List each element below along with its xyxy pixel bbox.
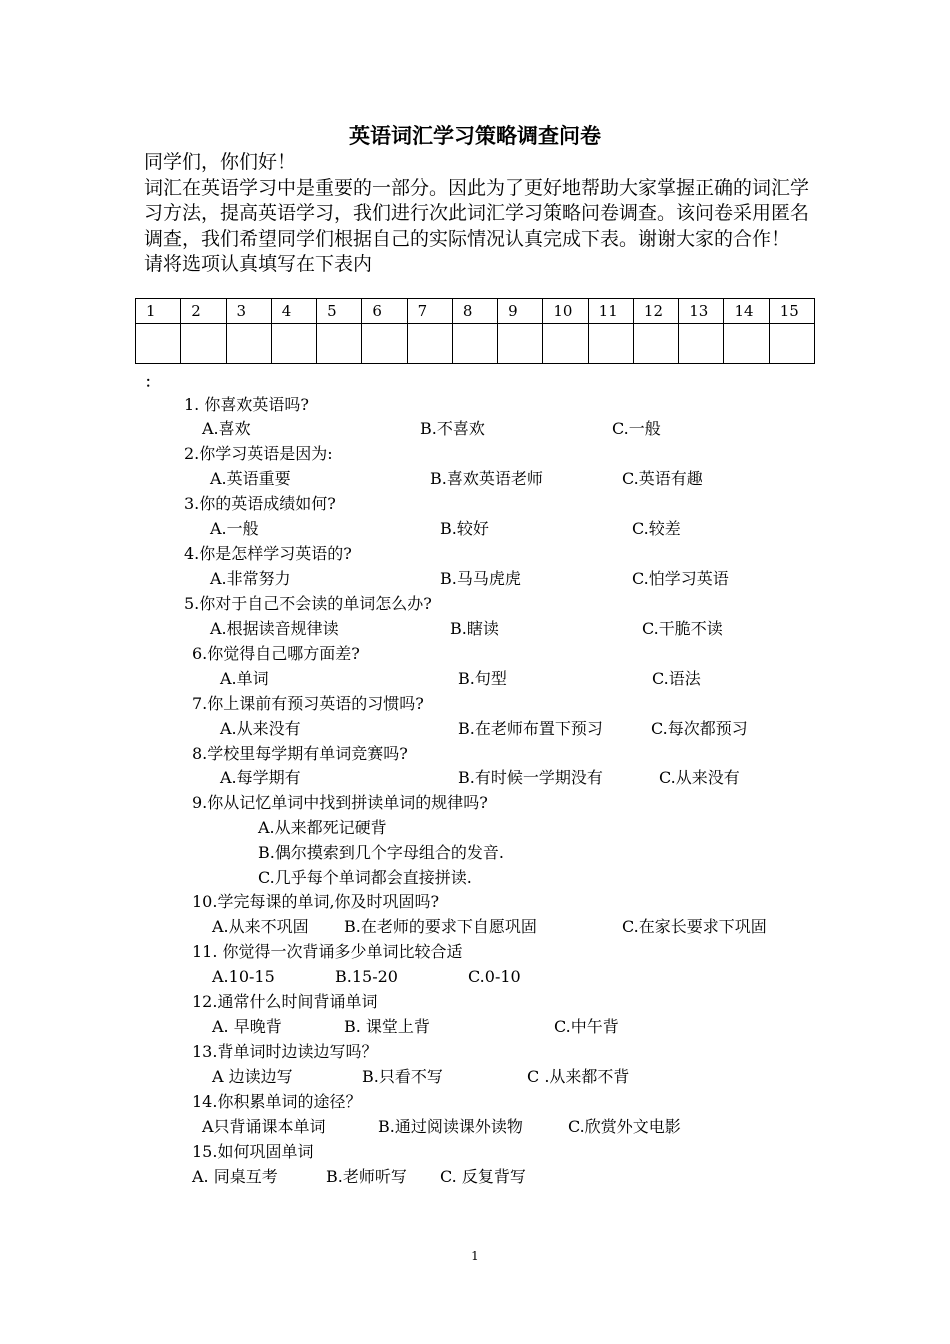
question-5-option-a: A.根据读音规律读 (210, 619, 339, 638)
question-10-option-b: B.在老师的要求下自愿巩固 (344, 917, 537, 936)
question-14-option-b: B.通过阅读课外读物 (378, 1117, 523, 1136)
answer-cell-5[interactable] (317, 324, 362, 364)
answer-cell-8[interactable] (452, 324, 497, 364)
question-7: 7.你上课前有预习英语的习惯吗? (192, 694, 424, 713)
question-14: 14.你积累单词的途径？ (192, 1092, 362, 1111)
question-12-option-a: A. 早晚背 (212, 1017, 282, 1036)
question-1-option-b: B.不喜欢 (420, 419, 485, 438)
question-13-option-a: A 边读边写 (212, 1067, 293, 1086)
instruction: 请将选项认真填写在下表内 (144, 253, 373, 275)
question-12: 12.通常什么时间背诵单词 (192, 992, 378, 1011)
question-4-option-b: B.马马虎虎 (440, 569, 521, 588)
question-13-option-c: C .从来都不背 (527, 1067, 630, 1086)
answer-header-cell: 5 (317, 299, 362, 324)
answer-cell-1[interactable] (136, 324, 181, 364)
answer-header-cell: 15 (769, 299, 814, 324)
question-2-option-a: A.英语重要 (210, 469, 291, 488)
answer-header-cell: 4 (271, 299, 316, 324)
answer-header-cell: 1 (136, 299, 181, 324)
question-3-option-b: B.较好 (440, 519, 489, 538)
answer-cell-15[interactable] (769, 324, 814, 364)
question-6-option-c: C.语法 (652, 669, 701, 688)
question-6-option-a: A.单词 (220, 669, 269, 688)
document-title: 英语词汇学习策略调查问卷 (349, 124, 601, 148)
question-2-option-b: B.喜欢英语老师 (430, 469, 543, 488)
question-5: 5.你对于自己不会读的单词怎么办? (184, 594, 432, 613)
question-11-option-a: A.10-15 (212, 967, 275, 986)
question-7-option-c: C.每次都预习 (651, 719, 748, 738)
question-11-option-c: C.0-10 (468, 967, 521, 986)
question-13-option-b: B.只看不写 (362, 1067, 443, 1086)
answer-cell-11[interactable] (588, 324, 633, 364)
question-7-option-a: A.从来没有 (220, 719, 301, 738)
question-1-option-c: C.一般 (612, 419, 661, 438)
intro-paragraph: 词汇在英语学习中是重要的一部分。因此为了更好地帮助大家掌握正确的词汇学习方法，提高英语学习，我们进行次此词汇学习策略问卷调查。该问卷采用匿名调查，我们希望同学们根据自己的实际情况认真完成下表。谢谢大家的合作！ (144, 176, 810, 250)
answer-table-input-row (136, 324, 815, 364)
answer-table-header-row (136, 299, 815, 324)
question-10: 10.学完每课的单词,你及时巩固吗? (192, 892, 440, 911)
question-8-option-c: C.从来没有 (659, 768, 740, 787)
question-9-option-b: B.偶尔摸索到几个字母组合的发音. (258, 843, 504, 862)
question-15-option-a: A. 同桌互考 (192, 1167, 278, 1186)
question-2: 2.你学习英语是因为: (184, 444, 333, 463)
question-12-option-c: C.中午背 (554, 1017, 619, 1036)
question-4-option-a: A.非常努力 (210, 569, 291, 588)
question-8-option-b: B.有时候一学期没有 (458, 768, 603, 787)
greeting: 同学们，你们好！ (144, 151, 297, 173)
question-10-option-c: C.在家长要求下巩固 (622, 917, 767, 936)
answer-header-cell: 9 (498, 299, 543, 324)
answer-header-cell: 11 (588, 299, 633, 324)
question-6: 6.你觉得自己哪方面差? (192, 644, 360, 663)
answer-header-cell: 3 (226, 299, 271, 324)
page-number: 1 (471, 1249, 479, 1263)
answer-header-cell: 8 (452, 299, 497, 324)
answer-cell-4[interactable] (271, 324, 316, 364)
answer-cell-12[interactable] (633, 324, 678, 364)
question-5-option-b: B.瞎读 (450, 619, 499, 638)
answer-table (135, 298, 815, 364)
answer-header-cell: 14 (724, 299, 769, 324)
answer-header-cell: 2 (181, 299, 226, 324)
question-12-option-b: B. 课堂上背 (344, 1017, 430, 1036)
answer-header-cell: 12 (633, 299, 678, 324)
question-7-option-b: B.在老师布置下预习 (458, 719, 603, 738)
answer-cell-14[interactable] (724, 324, 769, 364)
question-4: 4.你是怎样学习英语的? (184, 544, 352, 563)
question-3-option-a: A.一般 (210, 519, 259, 538)
question-4-option-c: C.怕学习英语 (632, 569, 729, 588)
answer-cell-13[interactable] (679, 324, 724, 364)
answer-header-cell: 10 (543, 299, 588, 324)
question-6-option-b: B.句型 (458, 669, 507, 688)
question-11: 11. 你觉得一次背诵多少单词比较合适 (192, 942, 463, 961)
answer-cell-9[interactable] (498, 324, 543, 364)
answer-cell-10[interactable] (543, 324, 588, 364)
answer-header-cell: 6 (362, 299, 407, 324)
question-9-option-c: C.几乎每个单词都会直接拼读. (258, 868, 472, 887)
question-5-option-c: C.干脆不读 (642, 619, 723, 638)
question-15: 15.如何巩固单词 (192, 1142, 314, 1161)
question-9: 9.你从记忆单词中找到拼读单词的规律吗? (192, 793, 488, 812)
question-15-option-b: B.老师听写 (326, 1167, 407, 1186)
question-1: 1. 你喜欢英语吗? (184, 395, 309, 414)
question-2-option-c: C.英语有趣 (622, 469, 703, 488)
question-3: 3.你的英语成绩如何? (184, 494, 336, 513)
question-8-option-a: A.每学期有 (220, 768, 301, 787)
answer-header-cell: 7 (407, 299, 452, 324)
question-11-option-b: B.15-20 (335, 967, 398, 986)
question-13: 13.背单词时边读边写吗？ (192, 1042, 378, 1061)
question-8: 8.学校里每学期有单词竞赛吗? (192, 744, 408, 763)
colon-mark: ： (145, 375, 159, 391)
answer-cell-7[interactable] (407, 324, 452, 364)
question-14-option-c: C.欣赏外文电影 (568, 1117, 681, 1136)
answer-cell-2[interactable] (181, 324, 226, 364)
question-1-option-a: A.喜欢 (202, 419, 251, 438)
answer-cell-3[interactable] (226, 324, 271, 364)
question-10-option-a: A.从来不巩固 (212, 917, 309, 936)
question-14-option-a: A只背诵课本单词 (202, 1117, 326, 1136)
question-9-option-a: A.从来都死记硬背 (258, 818, 387, 837)
question-3-option-c: C.较差 (632, 519, 681, 538)
intro-section (144, 150, 816, 278)
answer-cell-6[interactable] (362, 324, 407, 364)
answer-header-cell: 13 (679, 299, 724, 324)
question-15-option-c: C. 反复背写 (440, 1167, 526, 1186)
